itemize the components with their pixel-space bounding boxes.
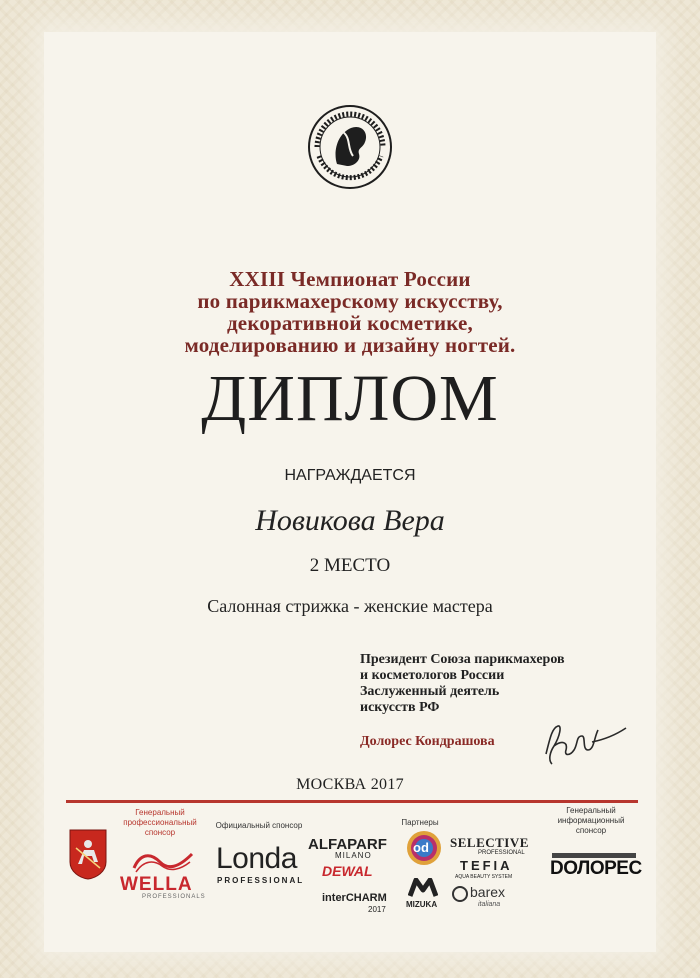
- president-line: и косметологов России: [360, 668, 505, 683]
- dewal-logo: DEWAL: [322, 863, 373, 879]
- title-line-1: XXIII Чемпионат России: [229, 267, 471, 291]
- intercharm-logo: interCHARM: [322, 892, 387, 904]
- union-emblem-logo: [307, 104, 393, 190]
- title-line-2: по парикмахерскому искусству,: [197, 289, 503, 313]
- intercharm-year: 2017: [368, 905, 386, 914]
- handwritten-signature: [532, 716, 632, 772]
- moscow-coat-of-arms-icon: [68, 828, 108, 880]
- mizuka-logo: MIZUKA: [406, 900, 438, 909]
- londa-logo: Londa: [216, 842, 297, 875]
- president-line: искусств РФ: [360, 700, 440, 715]
- dolores-logo: DОЛОРЕС: [550, 858, 642, 879]
- alfaparf-logo: ALFAPARF: [308, 836, 387, 853]
- official-sponsor-label: Официальный спонсор: [215, 821, 303, 830]
- barex-sub: italiana: [478, 901, 501, 908]
- info-sponsor-label: Генеральный информационный спонсор: [557, 806, 625, 835]
- diploma-heading: ДИПЛОМ: [201, 362, 499, 435]
- president-line: Заслуженный деятель: [360, 684, 500, 699]
- city-year: МОСКВА 2017: [296, 776, 404, 793]
- londa-sub: PROFESSIONAL: [217, 876, 305, 885]
- place-text: 2 МЕСТО: [309, 555, 391, 576]
- title-line-3: декоративной косметике,: [226, 311, 474, 335]
- tefia-logo: TEFIA: [460, 858, 513, 873]
- wella-logo: WELLA: [120, 874, 193, 895]
- selective-sub: PROFESSIONAL: [478, 850, 525, 856]
- footer-divider: [66, 800, 638, 803]
- category-text: Салонная стрижка - женские мастера: [207, 596, 493, 616]
- signer-name: Долорес Кондрашова: [360, 734, 495, 749]
- barex-logo: barex: [470, 884, 506, 900]
- alfaparf-sub: MILANO: [335, 851, 372, 860]
- awarded-label: НАГРАЖДАЕТСЯ: [284, 467, 416, 484]
- selective-logo: SELECTIVE: [450, 835, 529, 850]
- tefia-sub: AQUA BEAUTY SYSTEM: [455, 874, 513, 880]
- partners-label: Партнеры: [401, 818, 439, 827]
- president-line: Президент Союза парикмахеров: [360, 652, 565, 667]
- title-line-4: моделированию и дизайну ногтей.: [184, 333, 516, 357]
- mizuka-m-icon: [408, 878, 438, 898]
- barex-icon: [452, 886, 468, 902]
- wella-sub: PROFESSIONALS: [142, 894, 206, 900]
- president-block: [360, 652, 660, 716]
- general-sponsor-label: Генеральный профессиональный спонсор: [123, 808, 197, 837]
- wella-wave-icon: [130, 846, 196, 876]
- od-logo: od: [413, 840, 429, 855]
- recipient-name: Новикова Вера: [255, 504, 445, 537]
